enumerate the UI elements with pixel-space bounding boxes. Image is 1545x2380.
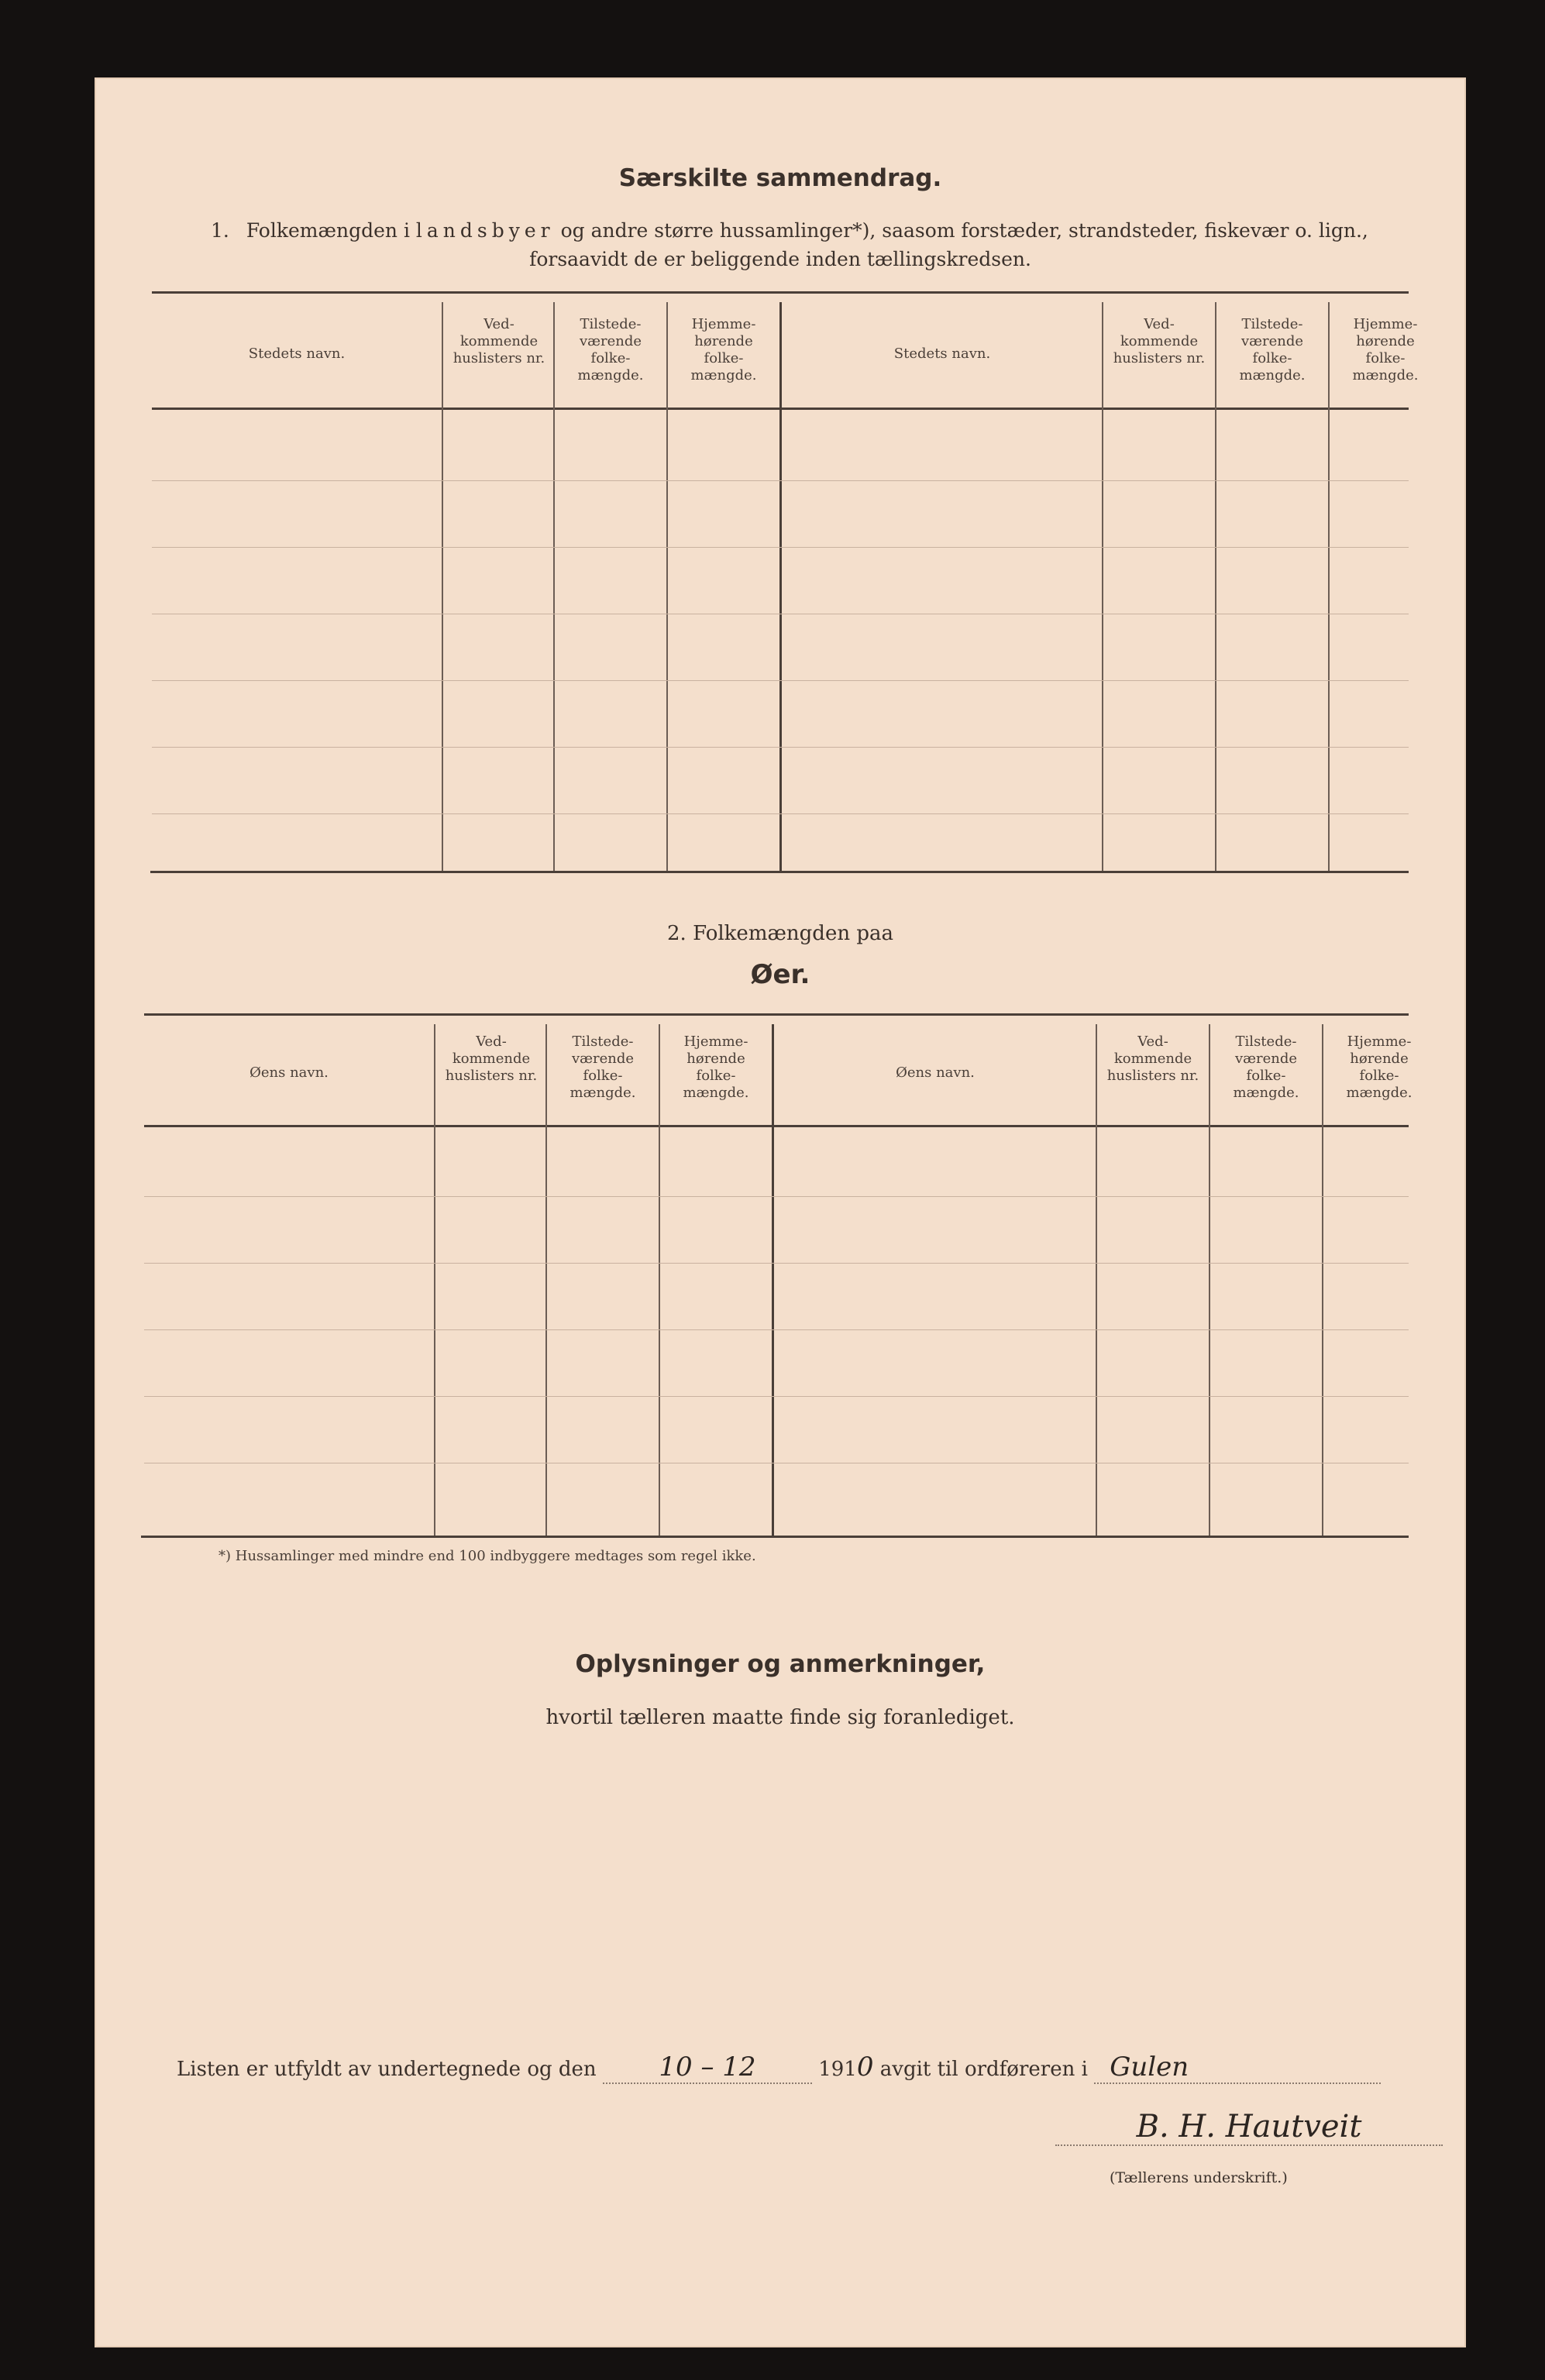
section1-intro-line1 [211, 214, 1373, 248]
col-oens-navn-right: Øens navn. [896, 1064, 975, 1081]
col-tilstedevaerende-right: Tilstede-værende folke-mængde. [1239, 316, 1306, 383]
enumerator-signature: B. H. Hautveit [1055, 2109, 1443, 2146]
col-hjemmehorende-left: Hjemme-hørende folke-mængde. [690, 316, 757, 383]
signature-statement [177, 2052, 1381, 2084]
signature-text-b: avgit til ordføreren i [879, 2058, 1088, 2081]
signature-caption: (Tællerens underskrift.) [1110, 2169, 1288, 2186]
col-tilstedevaerende-left: Tilstede-værende folke-mængde. [577, 316, 644, 383]
remarks-title: Oplysninger og anmerkninger, [575, 1650, 986, 1678]
col-oer-hjemme-right: Hjemme-hørende folke-mængde. [1346, 1034, 1413, 1101]
remarks-subtitle: hvortil tælleren maatte finde sig foranlediget. [545, 1706, 1015, 1729]
section1-text-spaced: landsbyer [415, 219, 555, 242]
section1-intro-line2: forsaavidt de er beliggende inden tællingskredsen. [529, 248, 1031, 270]
col-oer-tilstede-left: Tilstede-værende folke-mængde. [569, 1034, 636, 1101]
section1-number: 1. [211, 219, 229, 242]
col-oens-navn-left: Øens navn. [249, 1064, 329, 1081]
municipality-name: Gulen [1094, 2052, 1381, 2084]
col-oer-huslister-right: Ved-kommende huslisters nr. [1106, 1034, 1199, 1084]
date-day: 10 [659, 2052, 693, 2082]
section2-subheading: Øer. [750, 959, 810, 990]
section1-text-a: Folkemængden i [246, 219, 410, 242]
col-oer-hjemme-left: Hjemme-hørende folke-mængde. [683, 1034, 749, 1101]
col-huslister-nr-left: Ved-kommende huslisters nr. [452, 316, 545, 366]
page-title: Særskilte sammendrag. [618, 164, 942, 192]
signature-text-a: Listen er utfyldt av undertegnede og den [177, 2058, 597, 2081]
footnote: *) Hussamlinger med mindre end 100 indbyggere medtages som regel ikke. [219, 1548, 756, 1564]
section1-text-b: og andre større hussamlinger*), saasom forstæder, strandsteder, fiskevær o. lign., [560, 219, 1368, 242]
col-stedets-navn-right: Stedets navn. [893, 346, 991, 362]
col-stedets-navn-left: Stedets navn. [248, 346, 346, 362]
col-hjemmehorende-right: Hjemme-hørende folke-mængde. [1352, 316, 1419, 383]
year-prefix: 191 [818, 2058, 857, 2081]
date-dash: – [700, 2052, 714, 2082]
date-month: 12 [722, 2052, 756, 2082]
census-page [95, 77, 1466, 2347]
year-suffix: 0 [856, 2052, 874, 2082]
signature-date [603, 2052, 812, 2084]
section2-heading: 2. Folkemængden paa [667, 922, 893, 945]
col-huslister-nr-right: Ved-kommende huslisters nr. [1113, 316, 1206, 366]
col-oer-huslister-left: Ved-kommende huslisters nr. [445, 1034, 538, 1084]
col-oer-tilstede-right: Tilstede-værende folke-mængde. [1233, 1034, 1299, 1101]
